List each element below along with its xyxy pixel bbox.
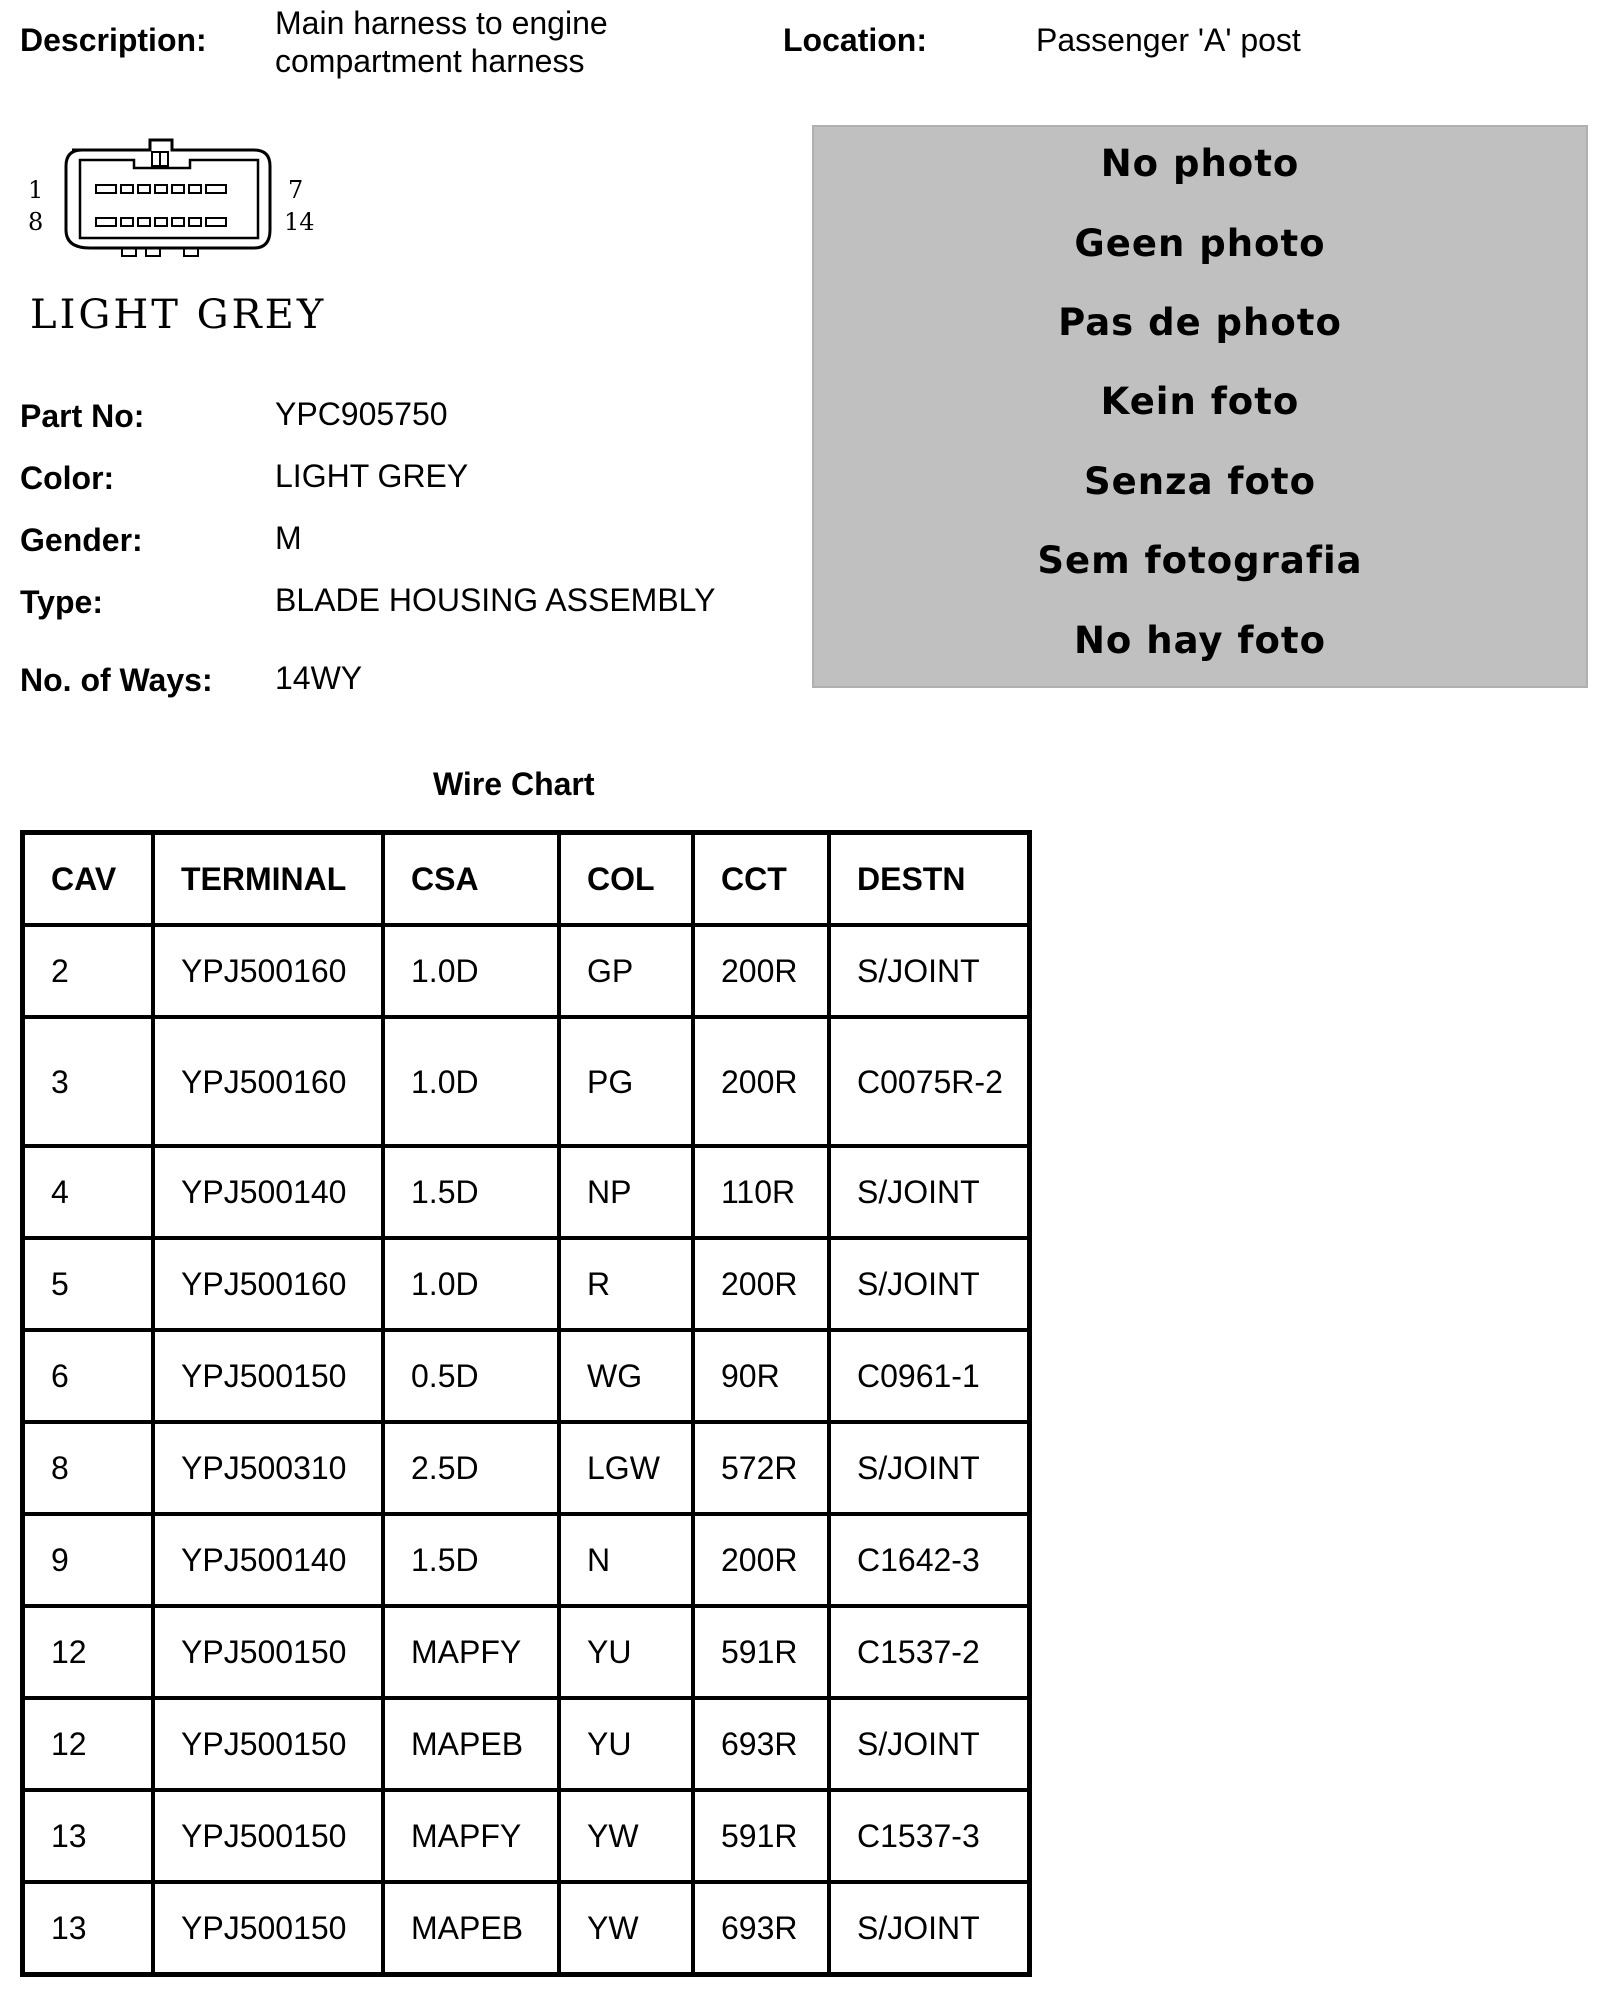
wire-chart-title: Wire Chart — [433, 766, 595, 802]
cell-terminal: YPJ500310 — [153, 1422, 383, 1514]
cell-cct: 693R — [693, 1882, 829, 1975]
column-header-terminal: TERMINAL — [153, 833, 383, 926]
column-header-csa: CSA — [383, 833, 559, 926]
cell-cav: 12 — [23, 1698, 154, 1790]
no-photo-panel — [812, 125, 1588, 688]
cell-cav: 13 — [23, 1790, 154, 1882]
cell-cct: 200R — [693, 1017, 829, 1146]
wire-chart-table — [20, 830, 1032, 1977]
type-value: BLADE HOUSING ASSEMBLY — [275, 582, 716, 618]
cell-terminal: YPJ500160 — [153, 1238, 383, 1330]
description-value: Main harness to engine compartment harness — [275, 5, 608, 79]
cell-csa: 2.5D — [383, 1422, 559, 1514]
no-photo-text-fr: Pas de photo — [1058, 301, 1342, 344]
cell-destn: C1537-2 — [829, 1606, 1030, 1698]
cell-cav: 8 — [23, 1422, 154, 1514]
cell-destn: S/JOINT — [829, 1422, 1030, 1514]
cell-terminal: YPJ500160 — [153, 1017, 383, 1146]
connector-face-diagram — [22, 130, 322, 280]
pin-label-1: 1 — [28, 176, 44, 204]
table-row — [23, 1882, 1030, 1975]
cell-terminal: YPJ500150 — [153, 1790, 383, 1882]
cell-col: YW — [559, 1790, 693, 1882]
cell-terminal: YPJ500140 — [153, 1146, 383, 1238]
cell-cct: 591R — [693, 1790, 829, 1882]
cell-cav: 3 — [23, 1017, 154, 1146]
cell-terminal: YPJ500150 — [153, 1606, 383, 1698]
ways-label: No. of Ways: — [20, 662, 213, 698]
cell-col: PG — [559, 1017, 693, 1146]
part-no-value: YPC905750 — [275, 396, 448, 432]
cell-cct: 110R — [693, 1146, 829, 1238]
cell-cct: 693R — [693, 1698, 829, 1790]
cell-col: N — [559, 1514, 693, 1606]
cell-col: WG — [559, 1330, 693, 1422]
no-photo-text-pt: Sem fotografia — [1037, 539, 1363, 582]
cell-destn: S/JOINT — [829, 1882, 1030, 1975]
column-header-col: COL — [559, 833, 693, 926]
cell-col: R — [559, 1238, 693, 1330]
cell-terminal: YPJ500140 — [153, 1514, 383, 1606]
gender-value: M — [275, 520, 302, 556]
cell-cav: 6 — [23, 1330, 154, 1422]
location-value: Passenger 'A' post — [1036, 22, 1301, 58]
table-row — [23, 1790, 1030, 1882]
cell-cct: 572R — [693, 1422, 829, 1514]
cell-cav: 2 — [23, 925, 154, 1017]
cell-cav: 4 — [23, 1146, 154, 1238]
color-value: LIGHT GREY — [275, 458, 469, 494]
cell-csa: 0.5D — [383, 1330, 559, 1422]
cell-cct: 200R — [693, 925, 829, 1017]
cell-destn: C0075R-2 — [829, 1017, 1030, 1146]
no-photo-text-it: Senza foto — [1083, 460, 1317, 503]
cell-terminal: YPJ500160 — [153, 925, 383, 1017]
cell-col: YU — [559, 1606, 693, 1698]
no-photo-text-en: No photo — [1100, 142, 1300, 185]
cell-cav: 9 — [23, 1514, 154, 1606]
table-row — [23, 1422, 1030, 1514]
cell-col: GP — [559, 925, 693, 1017]
cell-destn: C1642-3 — [829, 1514, 1030, 1606]
gender-label: Gender: — [20, 522, 143, 558]
cell-col: LGW — [559, 1422, 693, 1514]
cell-cct: 200R — [693, 1514, 829, 1606]
column-header-destn: DESTN — [829, 833, 1030, 926]
ways-value: 14WY — [275, 660, 363, 696]
cell-cct: 200R — [693, 1238, 829, 1330]
cell-terminal: YPJ500150 — [153, 1882, 383, 1975]
table-row — [23, 1606, 1030, 1698]
table-row — [23, 1146, 1030, 1238]
description-label: Description: — [20, 22, 207, 58]
pin-label-14: 14 — [284, 208, 315, 236]
location-label: Location: — [783, 22, 927, 58]
cell-csa: MAPEB — [383, 1698, 559, 1790]
pin-label-8: 8 — [28, 208, 44, 236]
type-label: Type: — [20, 584, 103, 620]
cell-destn: S/JOINT — [829, 1698, 1030, 1790]
table-row — [23, 1514, 1030, 1606]
cell-destn: S/JOINT — [829, 1238, 1030, 1330]
color-label: Color: — [20, 460, 115, 496]
cell-cct: 90R — [693, 1330, 829, 1422]
no-photo-text-nl: Geen photo — [1074, 222, 1326, 265]
no-photo-text-es: No hay foto — [1073, 619, 1327, 662]
table-row — [23, 1017, 1030, 1146]
cell-csa: MAPFY — [383, 1790, 559, 1882]
cell-destn: C1537-3 — [829, 1790, 1030, 1882]
table-row — [23, 1330, 1030, 1422]
cell-col: NP — [559, 1146, 693, 1238]
column-header-cct: CCT — [693, 833, 829, 926]
cell-terminal: YPJ500150 — [153, 1698, 383, 1790]
cell-csa: 1.0D — [383, 925, 559, 1017]
cell-csa: 1.5D — [383, 1514, 559, 1606]
table-row — [23, 1238, 1030, 1330]
cell-destn: S/JOINT — [829, 1146, 1030, 1238]
pin-label-7: 7 — [288, 176, 304, 204]
cell-destn: C0961-1 — [829, 1330, 1030, 1422]
cell-destn: S/JOINT — [829, 925, 1030, 1017]
cell-csa: 1.5D — [383, 1146, 559, 1238]
cell-csa: MAPFY — [383, 1606, 559, 1698]
cell-cct: 591R — [693, 1606, 829, 1698]
column-header-cav: CAV — [23, 833, 154, 926]
no-photo-text-de: Kein foto — [1100, 380, 1300, 423]
table-row — [23, 1698, 1030, 1790]
table-header-row — [23, 833, 1030, 926]
cell-cav: 13 — [23, 1882, 154, 1975]
cell-csa: 1.0D — [383, 1017, 559, 1146]
cell-col: YW — [559, 1882, 693, 1975]
connector-color-caption: LIGHT GREY — [30, 292, 327, 338]
part-no-label: Part No: — [20, 398, 145, 434]
cell-col: YU — [559, 1698, 693, 1790]
cell-csa: MAPEB — [383, 1882, 559, 1975]
cell-terminal: YPJ500150 — [153, 1330, 383, 1422]
cell-csa: 1.0D — [383, 1238, 559, 1330]
cell-cav: 5 — [23, 1238, 154, 1330]
table-row — [23, 925, 1030, 1017]
cell-cav: 12 — [23, 1606, 154, 1698]
